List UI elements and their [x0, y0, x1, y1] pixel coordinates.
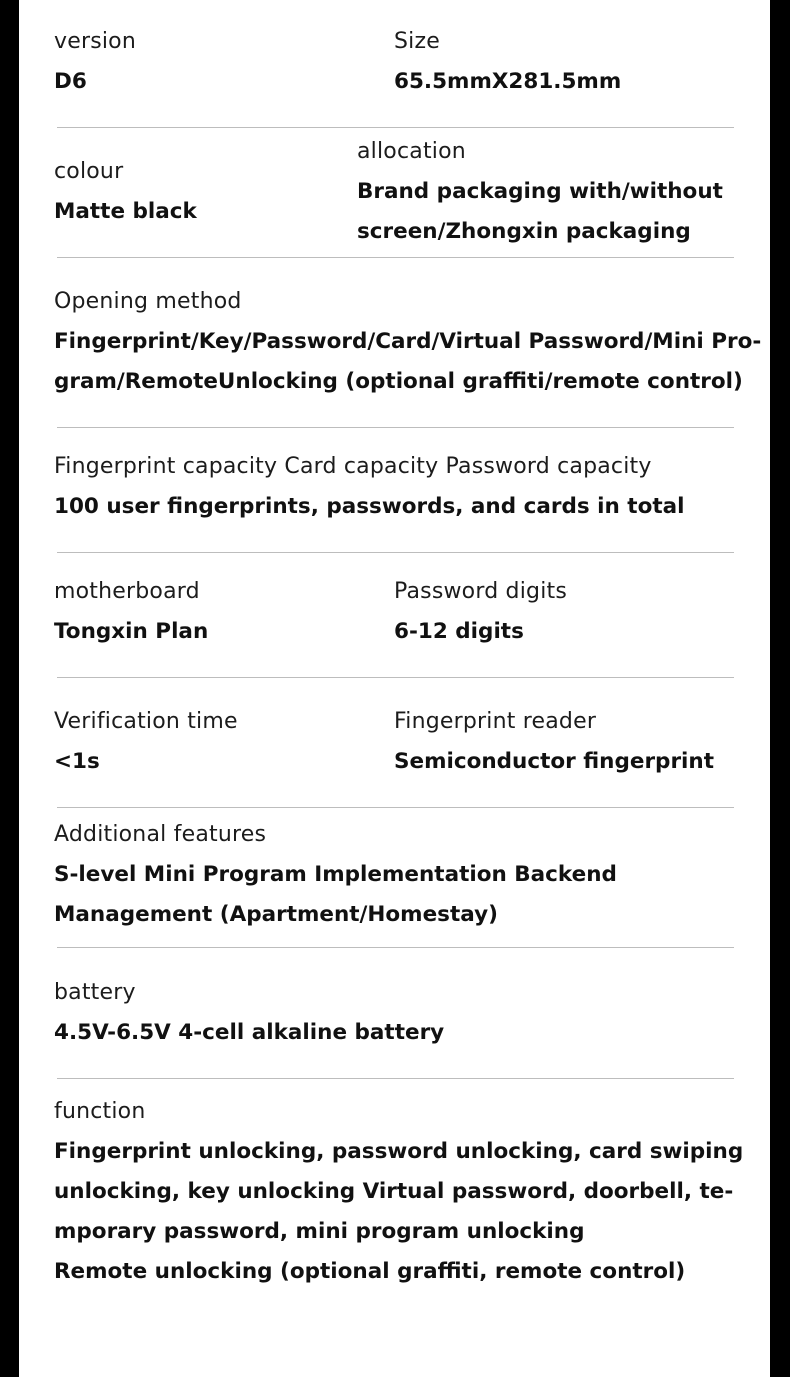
size-label: Size [394, 29, 440, 54]
function-value-line-3: mporary password, mini program unlocking [54, 1219, 585, 1244]
additional-features-label: Additional features [54, 822, 267, 847]
version-label: version [54, 29, 136, 54]
opening-method-value-line-2: gram/RemoteUnlocking (optional graffiti/remote control) [54, 369, 743, 394]
motherboard-value: Tongxin Plan [54, 619, 209, 644]
colour-value: Matte black [54, 199, 197, 224]
additional-features-value-line-2: Management (Apartment/Homestay) [54, 902, 498, 927]
divider [57, 677, 734, 678]
allocation-value-line-1: Brand packaging with/without [357, 179, 723, 204]
password-digits-value: 6-12 digits [394, 619, 524, 644]
divider [57, 127, 734, 128]
divider [57, 257, 734, 258]
divider [57, 807, 734, 808]
colour-label: colour [54, 159, 124, 184]
function-value-line-1: Fingerprint unlocking, password unlocking, card swiping [54, 1139, 744, 1164]
function-value-line-4: Remote unlocking (optional graffiti, remote control) [54, 1259, 686, 1284]
allocation-value-line-2: screen/Zhongxin packaging [357, 219, 691, 244]
fingerprint-reader-label: Fingerprint reader [394, 709, 597, 734]
fingerprint-reader-value: Semiconductor fingerprint [394, 749, 715, 774]
battery-value: 4.5V-6.5V 4-cell alkaline battery [54, 1020, 445, 1045]
capacity-value: 100 user fingerprints, passwords, and cards in total [54, 494, 685, 519]
additional-features-value-line-1: S-level Mini Program Implementation Backend [54, 862, 617, 887]
verification-time-label: Verification time [54, 709, 238, 734]
password-digits-label: Password digits [394, 579, 567, 604]
verification-time-value: <1s [54, 749, 100, 774]
divider [57, 427, 734, 428]
size-value: 65.5mmX281.5mm [394, 69, 622, 94]
opening-method-label: Opening method [54, 289, 242, 314]
allocation-label: allocation [357, 139, 466, 164]
function-value-line-2: unlocking, key unlocking Virtual password, doorbell, te- [54, 1179, 734, 1204]
motherboard-label: motherboard [54, 579, 200, 604]
version-value: D6 [54, 69, 87, 94]
opening-method-value-line-1: Fingerprint/Key/Password/Card/Virtual Password/Mini Pro- [54, 329, 762, 354]
divider [57, 552, 734, 553]
function-label: function [54, 1099, 146, 1124]
capacity-label: Fingerprint capacity Card capacity Password capacity [54, 454, 652, 479]
battery-label: battery [54, 980, 136, 1005]
divider [57, 947, 734, 948]
divider [57, 1078, 734, 1079]
